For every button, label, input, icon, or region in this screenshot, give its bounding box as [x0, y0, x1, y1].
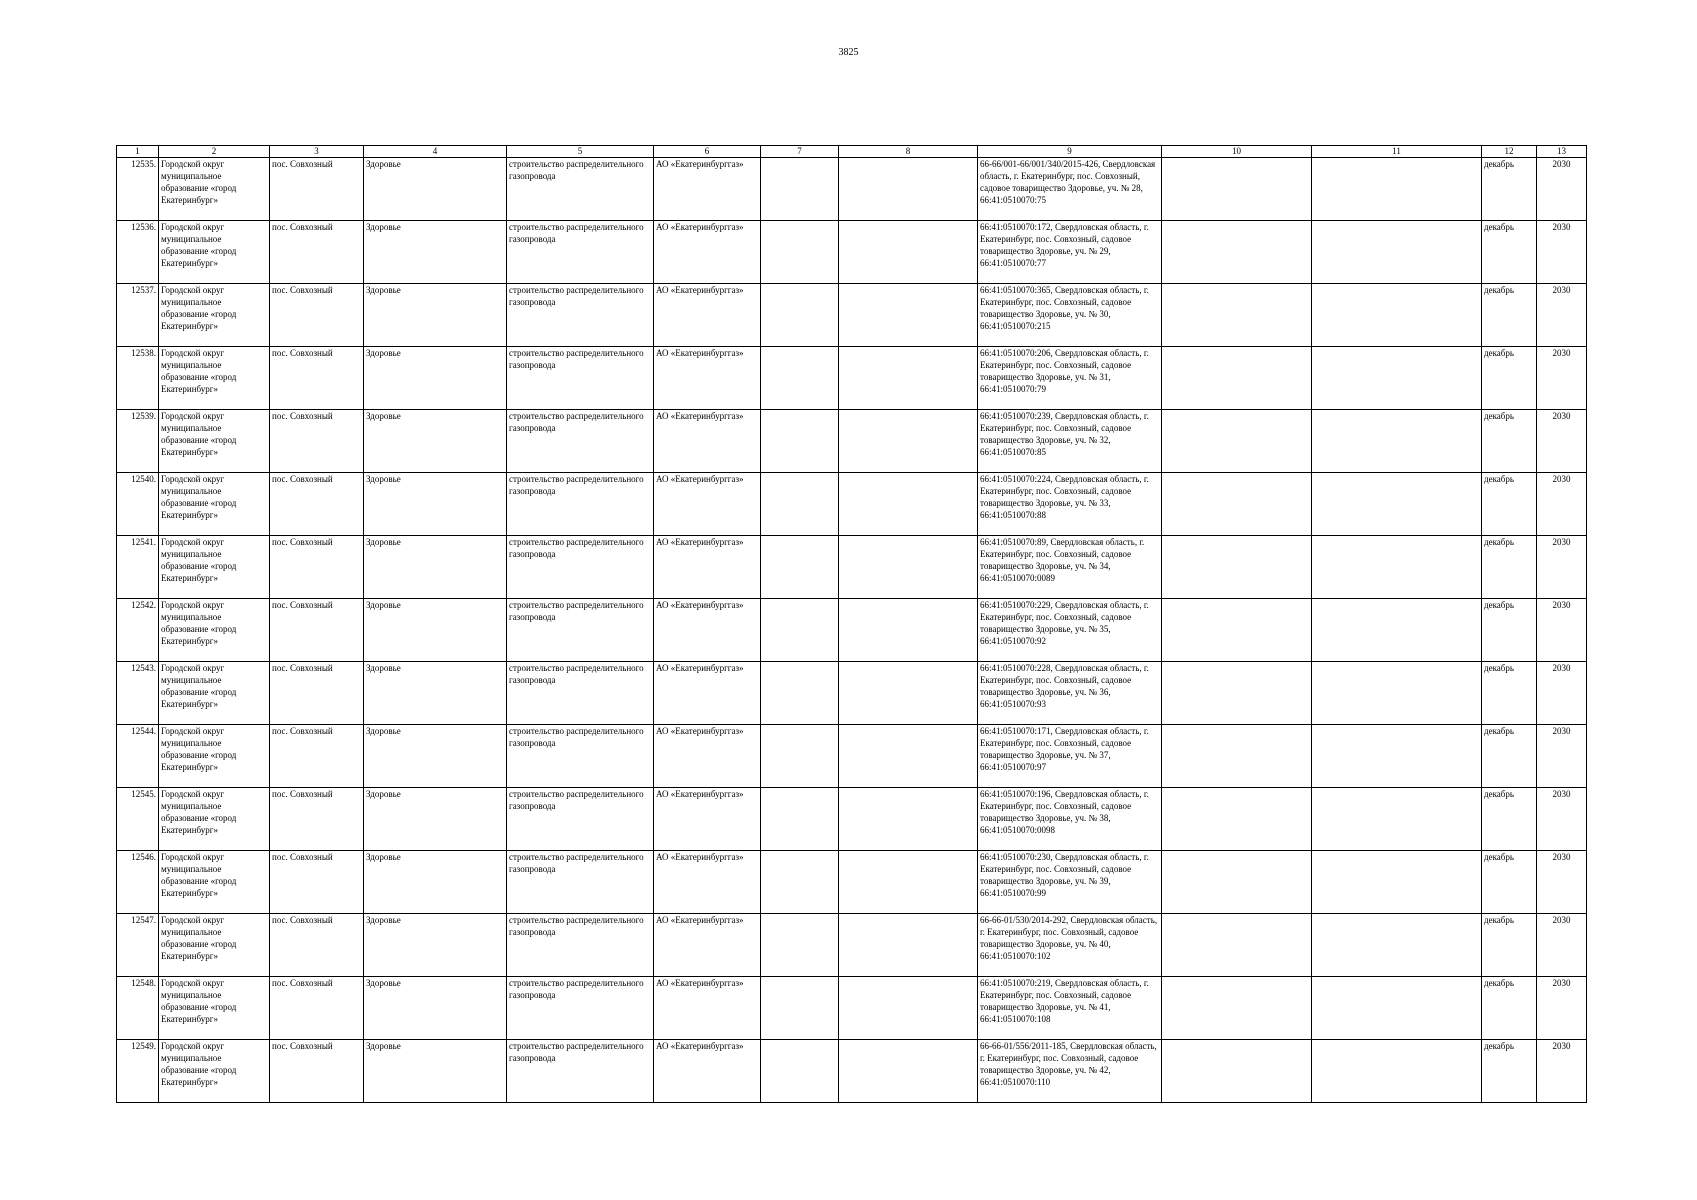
work-type-cell: строительство распределительного газопровода	[507, 599, 654, 662]
table-row	[117, 914, 1587, 977]
column-7-cell	[761, 536, 839, 599]
deadline-year-cell: 2030	[1537, 599, 1587, 662]
column-7-cell	[761, 725, 839, 788]
work-type-cell: строительство распределительного газопровода	[507, 851, 654, 914]
work-type-cell: строительство распределительного газопровода	[507, 284, 654, 347]
deadline-year-cell: 2030	[1537, 1040, 1587, 1103]
municipality-cell: Городской округ муниципальное образование «город Екатеринбург»	[159, 347, 270, 410]
deadline-year-cell: 2030	[1537, 914, 1587, 977]
organization-cell: АО «Екатеринбурггаз»	[654, 977, 761, 1040]
organization-cell: АО «Екатеринбурггаз»	[654, 914, 761, 977]
column-10-cell	[1162, 725, 1312, 788]
municipality-cell: Городской округ муниципальное образование «город Екатеринбург»	[159, 914, 270, 977]
column-7-cell	[761, 788, 839, 851]
settlement-cell: пос. Совхозный	[270, 284, 364, 347]
settlement-cell: пос. Совхозный	[270, 347, 364, 410]
column-8-cell	[839, 725, 978, 788]
row-number-cell: 12544.	[117, 725, 159, 788]
deadline-month-cell: декабрь	[1482, 662, 1537, 725]
column-header: 13	[1537, 146, 1587, 158]
work-type-cell: строительство распределительного газопровода	[507, 1040, 654, 1103]
table-row	[117, 662, 1587, 725]
municipality-cell: Городской округ муниципальное образование «город Екатеринбург»	[159, 851, 270, 914]
municipality-cell: Городской округ муниципальное образование «город Екатеринбург»	[159, 662, 270, 725]
row-number-cell: 12536.	[117, 221, 159, 284]
column-header: 10	[1162, 146, 1312, 158]
column-header: 8	[839, 146, 978, 158]
column-10-cell	[1162, 284, 1312, 347]
column-header: 9	[978, 146, 1162, 158]
settlement-cell: пос. Совхозный	[270, 914, 364, 977]
settlement-cell: пос. Совхозный	[270, 536, 364, 599]
municipality-cell: Городской округ муниципальное образование «город Екатеринбург»	[159, 788, 270, 851]
settlement-cell: пос. Совхозный	[270, 851, 364, 914]
deadline-month-cell: декабрь	[1482, 536, 1537, 599]
column-7-cell	[761, 599, 839, 662]
settlement-cell: пос. Совхозный	[270, 1040, 364, 1103]
cadastral-cell: 66:41:0510070:230, Свердловская область, г. Екатеринбург, пос. Совхозный, садовое товарищество Здоровье, уч. № 39, 66:41:0510070:99	[978, 851, 1162, 914]
cadastral-cell: 66-66-01/530/2014-292, Свердловская область, г. Екатеринбург, пос. Совхозный, садовое товарищество Здоровье, уч. № 40, 66:41:0510070:102	[978, 914, 1162, 977]
work-type-cell: строительство распределительного газопровода	[507, 536, 654, 599]
table-body	[117, 158, 1587, 1103]
deadline-month-cell: декабрь	[1482, 851, 1537, 914]
column-7-cell	[761, 347, 839, 410]
column-10-cell	[1162, 662, 1312, 725]
row-number-cell: 12535.	[117, 158, 159, 221]
column-8-cell	[839, 662, 978, 725]
table-row	[117, 221, 1587, 284]
organization-cell: АО «Екатеринбурггаз»	[654, 410, 761, 473]
column-10-cell	[1162, 977, 1312, 1040]
row-number-cell: 12548.	[117, 977, 159, 1040]
column-header: 7	[761, 146, 839, 158]
municipality-cell: Городской округ муниципальное образование «город Екатеринбург»	[159, 536, 270, 599]
column-10-cell	[1162, 1040, 1312, 1103]
cadastral-cell: 66:41:0510070:206, Свердловская область, г. Екатеринбург, пос. Совхозный, садовое товарищество Здоровье, уч. № 31, 66:41:0510070:79	[978, 347, 1162, 410]
deadline-year-cell: 2030	[1537, 536, 1587, 599]
row-number-cell: 12537.	[117, 284, 159, 347]
organization-cell: АО «Екатеринбурггаз»	[654, 158, 761, 221]
municipality-cell: Городской округ муниципальное образование «город Екатеринбург»	[159, 158, 270, 221]
municipality-cell: Городской округ муниципальное образование «город Екатеринбург»	[159, 284, 270, 347]
settlement-cell: пос. Совхозный	[270, 158, 364, 221]
column-10-cell	[1162, 347, 1312, 410]
table-row	[117, 725, 1587, 788]
column-8-cell	[839, 536, 978, 599]
table-row	[117, 158, 1587, 221]
column-11-cell	[1312, 473, 1482, 536]
organization-cell: АО «Екатеринбурггаз»	[654, 851, 761, 914]
column-7-cell	[761, 158, 839, 221]
row-number-cell: 12545.	[117, 788, 159, 851]
column-7-cell	[761, 284, 839, 347]
column-11-cell	[1312, 851, 1482, 914]
deadline-year-cell: 2030	[1537, 851, 1587, 914]
table-row	[117, 977, 1587, 1040]
cadastral-cell: 66:41:0510070:228, Свердловская область, г. Екатеринбург, пос. Совхозный, садовое товарищество Здоровье, уч. № 36, 66:41:0510070:93	[978, 662, 1162, 725]
column-header: 12	[1482, 146, 1537, 158]
work-type-cell: строительство распределительного газопровода	[507, 473, 654, 536]
column-10-cell	[1162, 851, 1312, 914]
location-cell: Здоровье	[364, 977, 507, 1040]
organization-cell: АО «Екатеринбурггаз»	[654, 1040, 761, 1103]
row-number-cell: 12542.	[117, 599, 159, 662]
table-row	[117, 1040, 1587, 1103]
column-11-cell	[1312, 725, 1482, 788]
work-type-cell: строительство распределительного газопровода	[507, 977, 654, 1040]
column-11-cell	[1312, 977, 1482, 1040]
column-10-cell	[1162, 158, 1312, 221]
deadline-year-cell: 2030	[1537, 662, 1587, 725]
column-8-cell	[839, 347, 978, 410]
deadline-month-cell: декабрь	[1482, 1040, 1537, 1103]
column-10-cell	[1162, 221, 1312, 284]
cadastral-cell: 66:41:0510070:89, Свердловская область, г. Екатеринбург, пос. Совхозный, садовое товарищество Здоровье, уч. № 34, 66:41:0510070:0089	[978, 536, 1162, 599]
column-10-cell	[1162, 788, 1312, 851]
row-number-cell: 12547.	[117, 914, 159, 977]
cadastral-cell: 66:41:0510070:224, Свердловская область, г. Екатеринбург, пос. Совхозный, садовое товарищество Здоровье, уч. № 33, 66:41:0510070:88	[978, 473, 1162, 536]
deadline-month-cell: декабрь	[1482, 284, 1537, 347]
deadline-year-cell: 2030	[1537, 221, 1587, 284]
municipality-cell: Городской округ муниципальное образование «город Екатеринбург»	[159, 221, 270, 284]
column-8-cell	[839, 158, 978, 221]
settlement-cell: пос. Совхозный	[270, 662, 364, 725]
column-7-cell	[761, 221, 839, 284]
column-7-cell	[761, 851, 839, 914]
organization-cell: АО «Екатеринбурггаз»	[654, 725, 761, 788]
column-header: 3	[270, 146, 364, 158]
organization-cell: АО «Екатеринбурггаз»	[654, 599, 761, 662]
work-type-cell: строительство распределительного газопровода	[507, 788, 654, 851]
table-row	[117, 788, 1587, 851]
column-7-cell	[761, 662, 839, 725]
municipality-cell: Городской округ муниципальное образование «город Екатеринбург»	[159, 977, 270, 1040]
column-8-cell	[839, 788, 978, 851]
column-7-cell	[761, 1040, 839, 1103]
table-row	[117, 599, 1587, 662]
deadline-month-cell: декабрь	[1482, 158, 1537, 221]
work-type-cell: строительство распределительного газопровода	[507, 914, 654, 977]
table-row	[117, 536, 1587, 599]
organization-cell: АО «Екатеринбурггаз»	[654, 788, 761, 851]
table-row	[117, 473, 1587, 536]
deadline-year-cell: 2030	[1537, 410, 1587, 473]
column-11-cell	[1312, 536, 1482, 599]
deadline-month-cell: декабрь	[1482, 599, 1537, 662]
deadline-year-cell: 2030	[1537, 284, 1587, 347]
deadline-month-cell: декабрь	[1482, 347, 1537, 410]
column-10-cell	[1162, 599, 1312, 662]
column-header: 5	[507, 146, 654, 158]
row-number-cell: 12549.	[117, 1040, 159, 1103]
settlement-cell: пос. Совхозный	[270, 977, 364, 1040]
location-cell: Здоровье	[364, 725, 507, 788]
settlement-cell: пос. Совхозный	[270, 788, 364, 851]
column-11-cell	[1312, 914, 1482, 977]
row-number-cell: 12540.	[117, 473, 159, 536]
table-row	[117, 347, 1587, 410]
column-11-cell	[1312, 599, 1482, 662]
settlement-cell: пос. Совхозный	[270, 725, 364, 788]
organization-cell: АО «Екатеринбурггаз»	[654, 221, 761, 284]
municipality-cell: Городской округ муниципальное образование «город Екатеринбург»	[159, 599, 270, 662]
deadline-year-cell: 2030	[1537, 158, 1587, 221]
column-7-cell	[761, 473, 839, 536]
settlement-cell: пос. Совхозный	[270, 473, 364, 536]
work-type-cell: строительство распределительного газопровода	[507, 410, 654, 473]
page-number: 3825	[838, 47, 859, 58]
organization-cell: АО «Екатеринбурггаз»	[654, 473, 761, 536]
column-11-cell	[1312, 221, 1482, 284]
cadastral-cell: 66:41:0510070:365, Свердловская область, г. Екатеринбург, пос. Совхозный, садовое товарищество Здоровье, уч. № 30, 66:41:0510070:215	[978, 284, 1162, 347]
column-8-cell	[839, 599, 978, 662]
deadline-year-cell: 2030	[1537, 347, 1587, 410]
column-number-row	[117, 146, 1587, 158]
table-row	[117, 284, 1587, 347]
location-cell: Здоровье	[364, 410, 507, 473]
cadastral-cell: 66:41:0510070:196, Свердловская область, г. Екатеринбург, пос. Совхозный, садовое товарищество Здоровье, уч. № 38, 66:41:0510070:0098	[978, 788, 1162, 851]
deadline-month-cell: декабрь	[1482, 977, 1537, 1040]
column-11-cell	[1312, 1040, 1482, 1103]
location-cell: Здоровье	[364, 347, 507, 410]
municipality-cell: Городской округ муниципальное образование «город Екатеринбург»	[159, 473, 270, 536]
row-number-cell: 12546.	[117, 851, 159, 914]
location-cell: Здоровье	[364, 599, 507, 662]
location-cell: Здоровье	[364, 158, 507, 221]
deadline-year-cell: 2030	[1537, 788, 1587, 851]
row-number-cell: 12543.	[117, 662, 159, 725]
column-10-cell	[1162, 410, 1312, 473]
location-cell: Здоровье	[364, 221, 507, 284]
deadline-month-cell: декабрь	[1482, 410, 1537, 473]
table-row	[117, 851, 1587, 914]
deadline-month-cell: декабрь	[1482, 473, 1537, 536]
cadastral-cell: 66:41:0510070:229, Свердловская область, г. Екатеринбург, пос. Совхозный, садовое товарищество Здоровье, уч. № 35, 66:41:0510070:92	[978, 599, 1162, 662]
column-8-cell	[839, 851, 978, 914]
row-number-cell: 12538.	[117, 347, 159, 410]
column-8-cell	[839, 977, 978, 1040]
cadastral-cell: 66:41:0510070:172, Свердловская область, г. Екатеринбург, пос. Совхозный, садовое товарищество Здоровье, уч. № 29, 66:41:0510070:77	[978, 221, 1162, 284]
column-8-cell	[839, 1040, 978, 1103]
column-7-cell	[761, 410, 839, 473]
column-8-cell	[839, 284, 978, 347]
organization-cell: АО «Екатеринбурггаз»	[654, 284, 761, 347]
table-row	[117, 410, 1587, 473]
organization-cell: АО «Екатеринбурггаз»	[654, 347, 761, 410]
settlement-cell: пос. Совхозный	[270, 599, 364, 662]
municipality-cell: Городской округ муниципальное образование «город Екатеринбург»	[159, 1040, 270, 1103]
column-8-cell	[839, 410, 978, 473]
column-11-cell	[1312, 347, 1482, 410]
column-7-cell	[761, 914, 839, 977]
column-header: 2	[159, 146, 270, 158]
column-10-cell	[1162, 914, 1312, 977]
column-11-cell	[1312, 410, 1482, 473]
cadastral-cell: 66:41:0510070:219, Свердловская область, г. Екатеринбург, пос. Совхозный, садовое товарищество Здоровье, уч. № 41, 66:41:0510070:108	[978, 977, 1162, 1040]
organization-cell: АО «Екатеринбурггаз»	[654, 536, 761, 599]
row-number-cell: 12541.	[117, 536, 159, 599]
deadline-month-cell: декабрь	[1482, 788, 1537, 851]
column-8-cell	[839, 221, 978, 284]
column-10-cell	[1162, 473, 1312, 536]
location-cell: Здоровье	[364, 473, 507, 536]
cadastral-cell: 66-66/001-66/001/340/2015-426, Свердловская область, г. Екатеринбург, пос. Совхозный, садовое товарищество Здоровье, уч. № 28, 66:41:0510070:75	[978, 158, 1162, 221]
work-type-cell: строительство распределительного газопровода	[507, 158, 654, 221]
location-cell: Здоровье	[364, 1040, 507, 1103]
column-header: 4	[364, 146, 507, 158]
deadline-year-cell: 2030	[1537, 977, 1587, 1040]
row-number-cell: 12539.	[117, 410, 159, 473]
location-cell: Здоровье	[364, 662, 507, 725]
location-cell: Здоровье	[364, 788, 507, 851]
organization-cell: АО «Екатеринбурггаз»	[654, 662, 761, 725]
register-table	[116, 145, 1587, 1103]
settlement-cell: пос. Совхозный	[270, 410, 364, 473]
cadastral-cell: 66-66-01/556/2011-185, Свердловская область, г. Екатеринбург, пос. Совхозный, садовое товарищество Здоровье, уч. № 42, 66:41:0510070:110	[978, 1040, 1162, 1103]
location-cell: Здоровье	[364, 536, 507, 599]
cadastral-cell: 66:41:0510070:239, Свердловская область, г. Екатеринбург, пос. Совхозный, садовое товарищество Здоровье, уч. № 32, 66:41:0510070:85	[978, 410, 1162, 473]
column-8-cell	[839, 914, 978, 977]
deadline-month-cell: декабрь	[1482, 914, 1537, 977]
column-11-cell	[1312, 662, 1482, 725]
settlement-cell: пос. Совхозный	[270, 221, 364, 284]
column-11-cell	[1312, 788, 1482, 851]
deadline-year-cell: 2030	[1537, 725, 1587, 788]
column-11-cell	[1312, 284, 1482, 347]
municipality-cell: Городской округ муниципальное образование «город Екатеринбург»	[159, 725, 270, 788]
column-10-cell	[1162, 536, 1312, 599]
location-cell: Здоровье	[364, 851, 507, 914]
deadline-year-cell: 2030	[1537, 473, 1587, 536]
work-type-cell: строительство распределительного газопровода	[507, 662, 654, 725]
column-header: 11	[1312, 146, 1482, 158]
column-8-cell	[839, 473, 978, 536]
deadline-month-cell: декабрь	[1482, 725, 1537, 788]
location-cell: Здоровье	[364, 284, 507, 347]
work-type-cell: строительство распределительного газопровода	[507, 221, 654, 284]
column-header: 1	[117, 146, 159, 158]
work-type-cell: строительство распределительного газопровода	[507, 347, 654, 410]
deadline-month-cell: декабрь	[1482, 221, 1537, 284]
column-header: 6	[654, 146, 761, 158]
municipality-cell: Городской округ муниципальное образование «город Екатеринбург»	[159, 410, 270, 473]
work-type-cell: строительство распределительного газопровода	[507, 725, 654, 788]
column-7-cell	[761, 977, 839, 1040]
cadastral-cell: 66:41:0510070:171, Свердловская область, г. Екатеринбург, пос. Совхозный, садовое товарищество Здоровье, уч. № 37, 66:41:0510070:97	[978, 725, 1162, 788]
location-cell: Здоровье	[364, 914, 507, 977]
column-11-cell	[1312, 158, 1482, 221]
